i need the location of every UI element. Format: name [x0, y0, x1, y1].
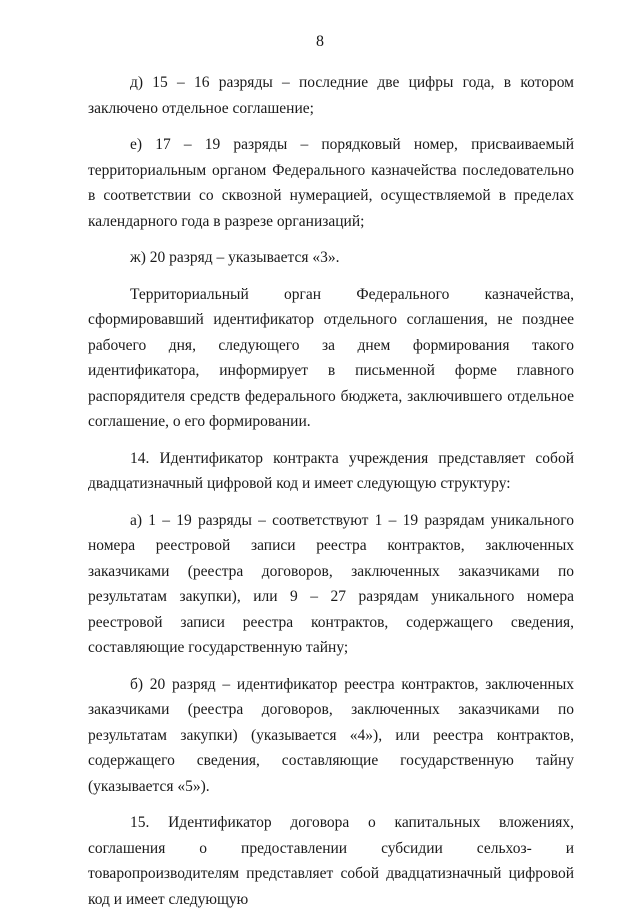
paragraph-a-digits-1-19: а) 1 – 19 разряды – соответствуют 1 – 19 разрядам уникального номера реестровой записи реестра контрактов, заключенных заказчиками (реестра договоров, заключенных заказчиками по результатам закупки), или 9 – 27 разрядам уникального номера реестровой записи реестра контрактов, содержащего сведения, составляющие государственную тайну;	[88, 511, 574, 656]
paragraph-15-agreement-identifier: 15. Идентификатор договора о капитальных вложениях, соглашения о предоставлении субсидии сельхоз- и товаропроизводителям представляет собой двадцатизначный цифровой код и имеет следующую	[88, 814, 574, 908]
paragraph-treasury-notification: Территориальный орган Федерального казначейства, сформировавший идентификатор отдельного соглашения, не позднее рабочего дня, следующего за днем формирования такого идентификатора, информирует в письменной форме главного распорядителя средств федерального бюджета, заключившего отдельное соглашение, о его формировании.	[88, 285, 574, 430]
paragraph-zh-digit-20: ж) 20 разряд – указывается «3».	[130, 249, 340, 266]
paragraph-d-digits-15-16: д) 15 – 16 разряды – последние две цифры года, в котором заключено отдельное соглашение;	[88, 74, 574, 117]
paragraph-b-digit-20: б) 20 разряд – идентификатор реестра контрактов, заключенных заказчиками (реестра договоров, заключенных заказчиками по результатам закупки) (указывается «4»), или реестра контрактов, содержащего сведения, составляющие государственную тайну (указывается «5»).	[88, 675, 574, 795]
paragraph-14-contract-identifier: 14. Идентификатор контракта учреждения представляет собой двадцатизначный цифровой код и имеет следующую структуру:	[88, 449, 574, 492]
paragraph-e-digits-17-19: е) 17 – 19 разряды – порядковый номер, присваиваемый территориальным органом Федерального казначейства последовательно в соответствии со сквозной нумерацией, осуществляемой в пределах календарного года в разрезе организаций;	[88, 136, 574, 230]
page-number: 8	[316, 33, 324, 50]
document-body	[88, 70, 574, 923]
